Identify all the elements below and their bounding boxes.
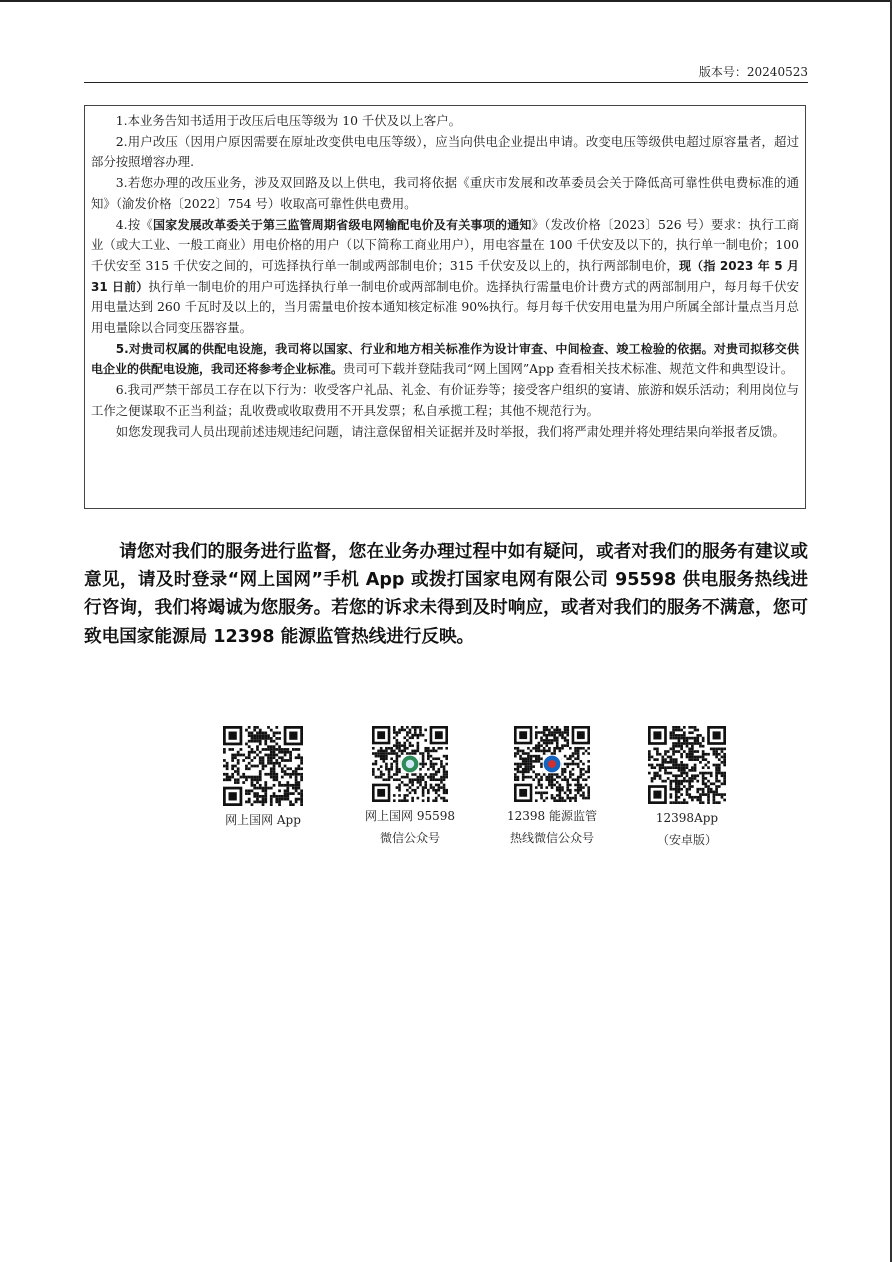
qr-code-app-icon[interactable] (223, 726, 303, 806)
qr-code-12398-wechat-icon[interactable] (514, 726, 590, 802)
qr-caption-95598-wechat (345, 805, 475, 849)
supervision-statement (84, 538, 808, 651)
qr-caption-line2: （安卓版） (656, 833, 717, 847)
qr-caption-app (198, 809, 328, 831)
qr-block-12398-wechat (487, 726, 617, 849)
qr-block-12398-app (622, 726, 752, 851)
qr-block-app (198, 726, 328, 831)
qr-code-12398-app-icon[interactable] (648, 726, 726, 804)
notice-item-4-date-note: 现（指 2023 年 5 月 31 日前） (91, 258, 799, 294)
notice-item-5-bold: 5.对贵司权属的供配电设施，我司将以国家、行业和地方相关标准作为设计审查、中间检查、竣工检验的依据。对贵司拟移交供电企业的供配电设施，我司还将参考企业标准。 (91, 341, 799, 377)
qr-caption-line1: 12398 能源监管 (507, 809, 597, 823)
qr-caption-line1: 网上国网 95598 (365, 809, 455, 823)
header-rule (84, 82, 808, 83)
notice-item-6: 6.我司严禁干部员工存在以下行为：收受客户礼品、礼金、有价证券等；接受客户组织的宴请、旅游和娱乐活动；利用岗位与工作之便谋取不正当利益；乱收费或收取费用不开具发票；私自承揽工程；其他不规范行为。 (91, 382, 799, 418)
notice-item-4 (91, 215, 799, 339)
qr-caption-line1: 12398App (655, 811, 719, 825)
qr-caption-line2: 微信公众号 (379, 831, 440, 845)
notice-box (84, 105, 806, 509)
supervision-text: 请您对我们的服务进行监督，您在业务办理过程中如有疑问，或者对我们的服务有建议或意见，请及时登录“网上国网”手机 App 或拨打国家电网有限公司 95598 供电服务热线进行咨询，我们将竭诚为您服务。若您的诉求未得到及时响应，或者对我们的服务不满意，您可致电国家能源局 12398 能源监管热线进行反映。 (84, 542, 808, 647)
page-top-border (0, 0, 892, 2)
notice-item-3: 3.若您办理的改压业务，涉及双回路及以上供电，我司将依据《重庆市发展和改革委员会关于降低高可靠性供电费标准的通知》（渝发价格〔2022〕754 号）收取高可靠性供电费用。 (91, 175, 799, 211)
notice-item-5-rest: 贵司可下载并登陆我司“网上国网”App 查看相关技术标准、规范文件和典型设计。 (343, 361, 794, 377)
qr-caption-line1: 网上国网 App (225, 813, 301, 827)
notice-item-4-tail: 执行单一制电价的用户可选择执行单一制电价或两部制电价。选择执行需量电价计费方式的两部制用户，每月每千伏安用电量达到 260 千瓦时及以上的，当月需量电价按本通知核定标准 90%执行。每月每千伏安用电量为用户所属全部计量点当月总用电量除以合同变压器容量。 (91, 278, 799, 336)
notice-item-1: 1.本业务告知书适用于改压后电压等级为 10 千伏及以上客户。 (115, 113, 462, 128)
qr-code-95598-wechat-icon[interactable] (372, 726, 448, 802)
notice-item-2: 2.用户改压（因用户原因需要在原址改变供电电压等级），应当向供电企业提出申请。改变电压等级供电超过原容量者，超过部分按照增容办理. (91, 133, 799, 170)
version-number: 版本号：20240523 (698, 65, 808, 79)
notice-item-5 (91, 339, 799, 380)
notice-item-4-policy-title: 国家发展改革委关于第三监管周期省级电网输配电价及有关事项的通知 (153, 217, 532, 232)
qr-caption-12398-app (622, 807, 752, 851)
notice-item-4-body: 》（发改价格〔2023〕526 号）要求：执行工商业（或大工业、一般工商业）用电价格的用户（以下简称工商业用户），用电容量在 100 千伏安及以下的，执行单一制电价；100 千伏安至 315 千伏安之间的，可选择执行单一制或两部制电价；315 千伏安及以上的，执行两部制电价， (91, 216, 800, 273)
notice-item-4-prefix: 4.按《 (115, 216, 154, 232)
notice-report-note: 如您发现我司人员出现前述违规违纪问题，请注意保留相关证据并及时举报，我们将严肃处理并将处理结果向举报者反馈。 (115, 423, 785, 439)
qr-caption-line2: 热线微信公众号 (509, 831, 594, 845)
qr-caption-12398-wechat (487, 805, 617, 849)
qr-block-95598-wechat (345, 726, 475, 849)
